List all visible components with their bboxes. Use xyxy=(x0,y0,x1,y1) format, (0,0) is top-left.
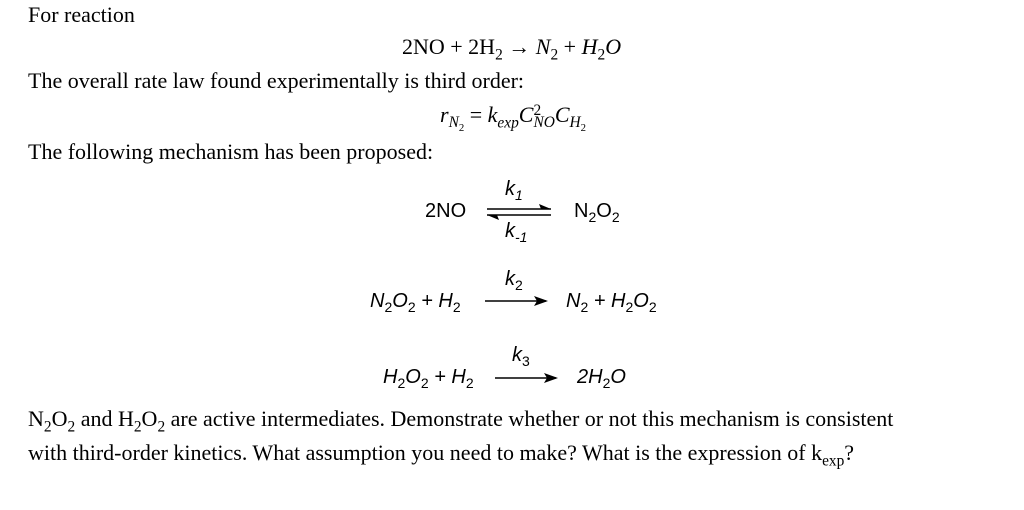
question-line-1: $N_2O_2$ and $H_2O_2$ are active intermediates. Demonstrate whether or not this mechanism is consistent xyxy=(28,406,894,436)
overall-reaction: $2NO + 2H_2 \to N_2 + H_2O$ xyxy=(402,34,622,64)
step3-arrow-icon xyxy=(494,372,560,384)
step1-k-reverse: $k_{-1}$ xyxy=(505,220,528,245)
step2-arrow-icon xyxy=(484,295,550,307)
question-line-2: with third-order kinetics. What assumption you need to make? What is the expression of $k_{exp}$? xyxy=(28,440,855,470)
mechanism-intro: The following mechanism has been proposed: xyxy=(28,139,434,164)
step3-products: $2H_2O$ xyxy=(577,366,626,391)
step1-products: $N_2O_2$ xyxy=(574,200,620,225)
step2-reactants: $N_2O_2 + H_2$ xyxy=(370,290,461,315)
step3-k: $k_3$ xyxy=(512,344,530,369)
intro-text: For reaction xyxy=(28,2,135,27)
rate-law-intro: The overall rate law found experimentally is third order: xyxy=(28,68,525,93)
step1-reactants: 2NO xyxy=(425,200,467,222)
reaction-arrow: → xyxy=(508,34,531,59)
step1-k-forward: $k_1$ xyxy=(505,178,523,203)
step3-reactants: $H_2O_2 + H_2$ xyxy=(383,366,474,391)
step2-k: $k_2$ xyxy=(505,268,523,293)
step2-products: $N_2 + H_2O_2$ xyxy=(566,290,657,315)
rate-law-equation: $r_{N_2} = k_{exp}C$ 2 NO $C_{H_2}$ xyxy=(440,101,587,135)
